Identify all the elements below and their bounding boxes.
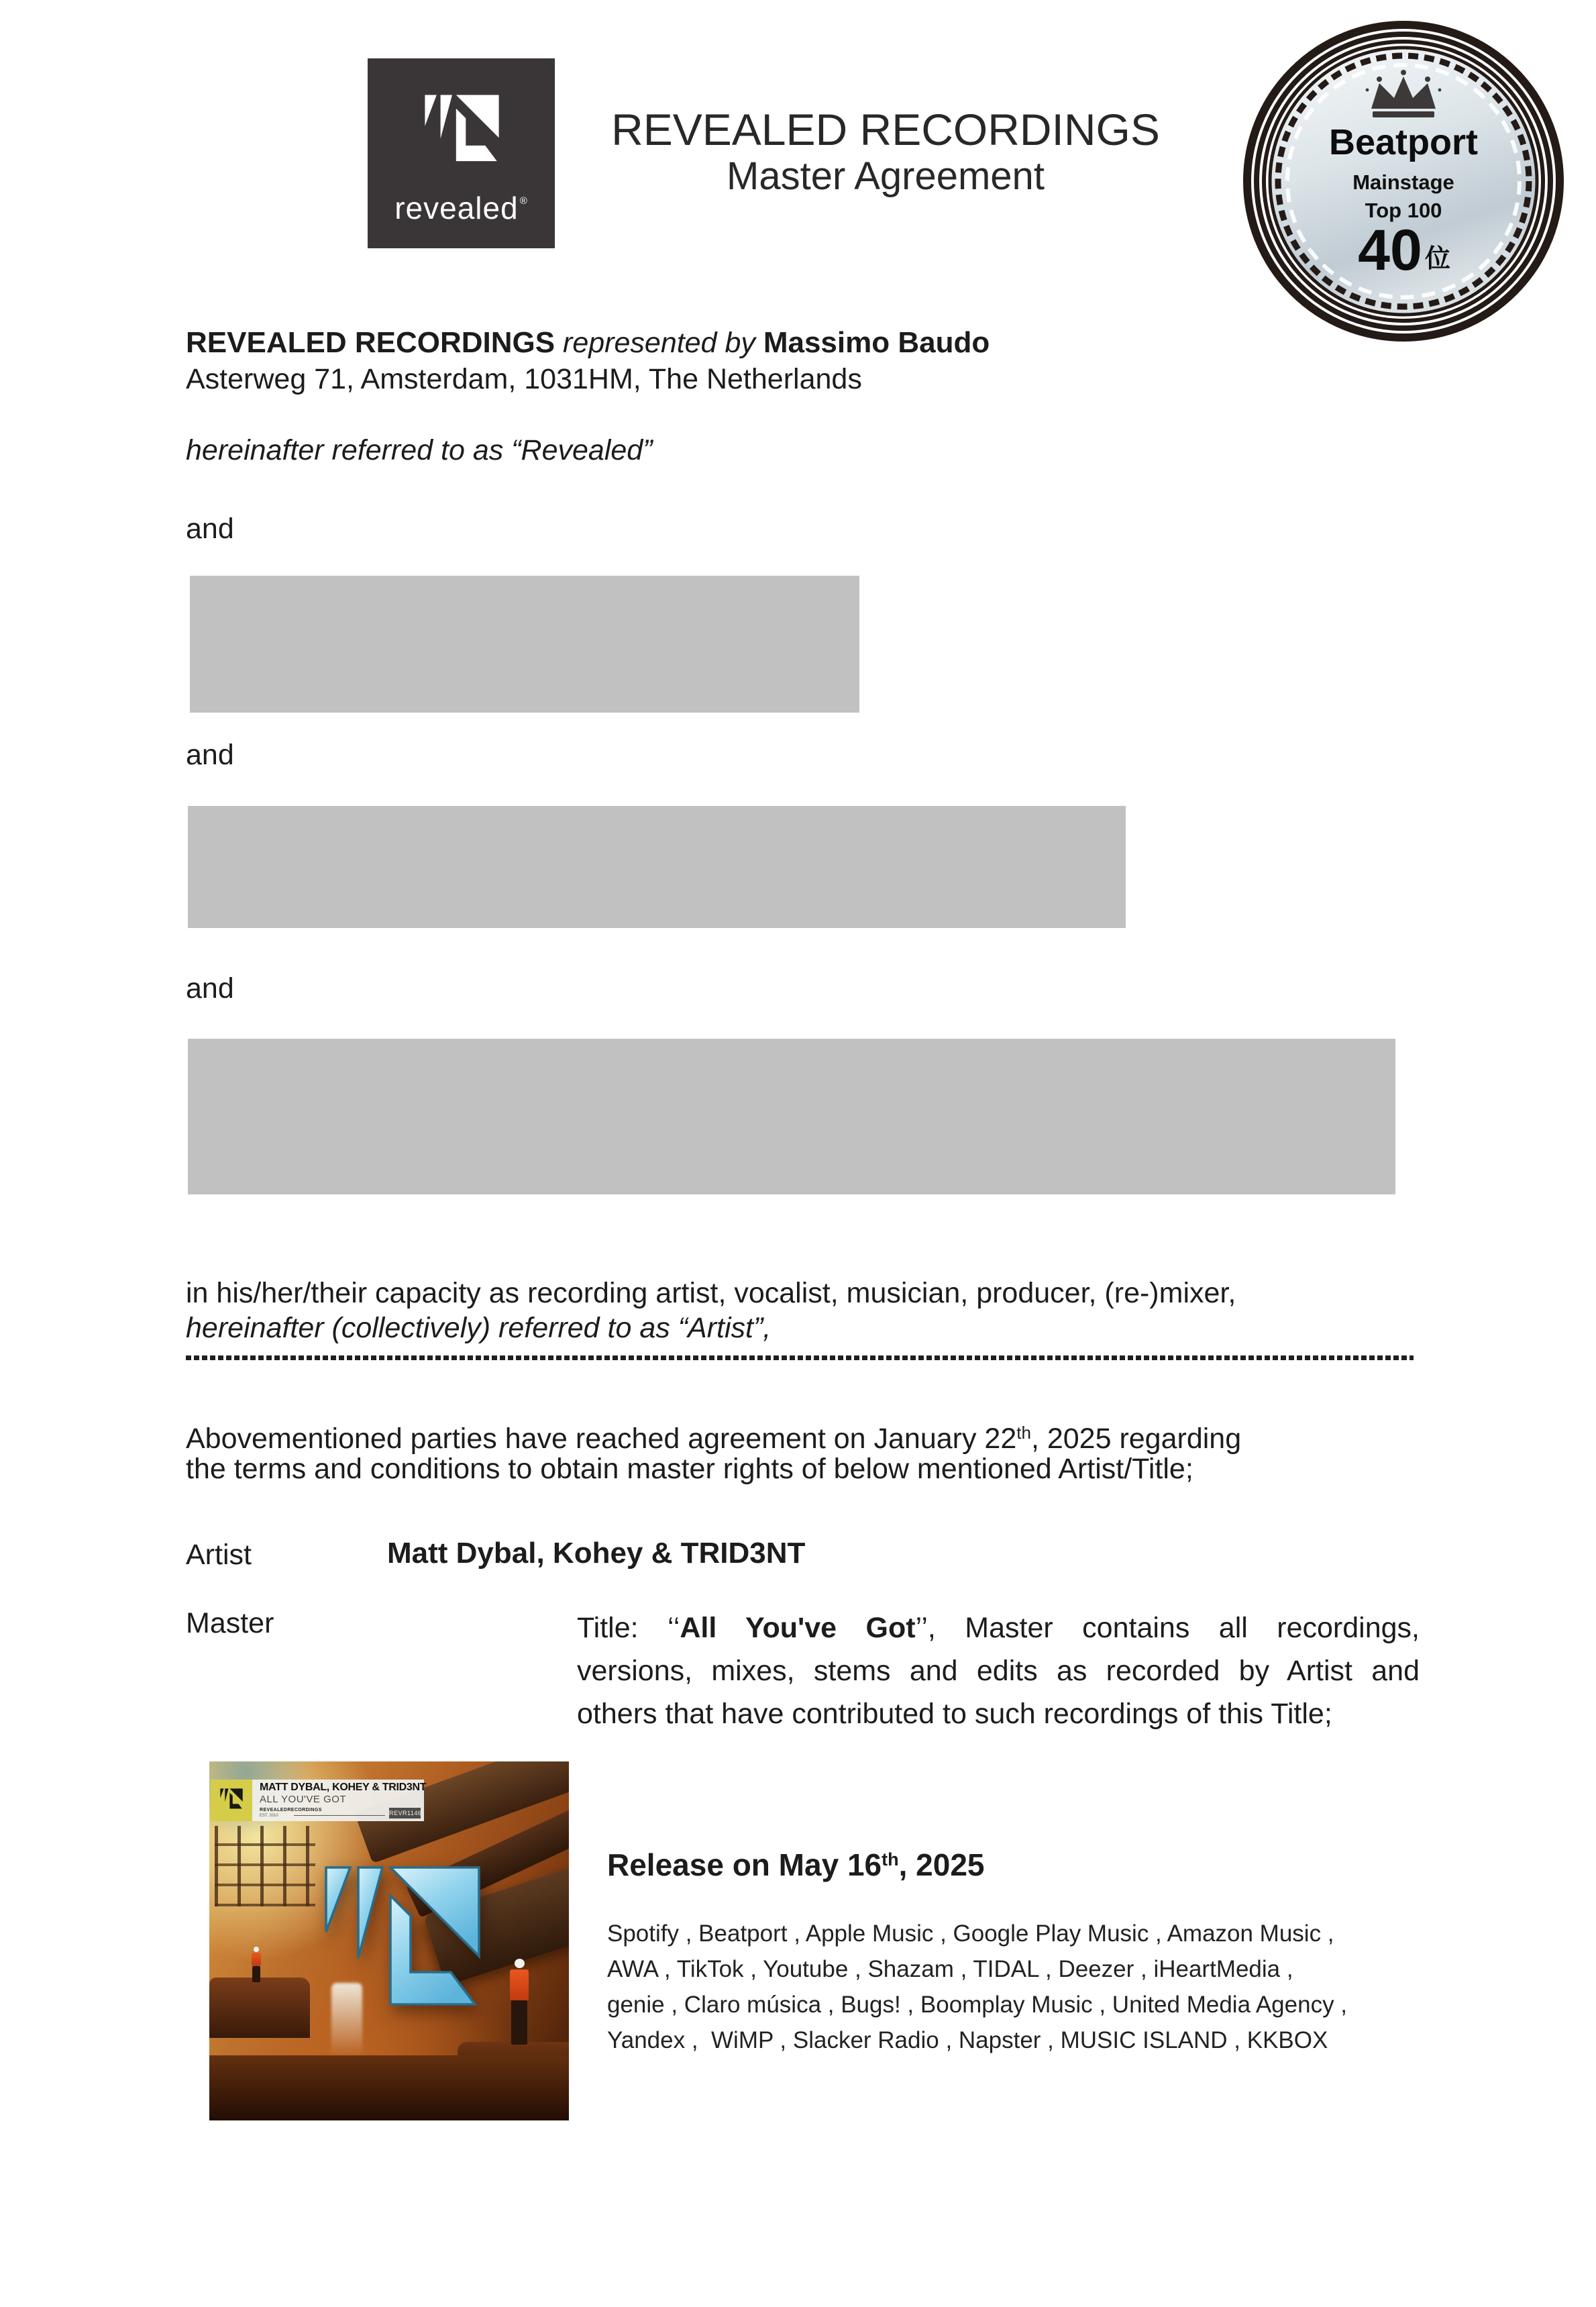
master-title-paragraph xyxy=(577,1606,1420,1735)
agreement-line1 xyxy=(186,1416,1241,1455)
artwork-worker-left xyxy=(252,1947,261,1983)
artwork-revealed-logo xyxy=(302,1847,503,2049)
representative-name: Massimo Baudo xyxy=(763,326,990,359)
platform-line-3: genie , Claro música , Bugs! , Boomplay Music , United Media Agency , xyxy=(607,1992,1348,2018)
release-heading-text: Release on May 16 xyxy=(607,1847,882,1882)
release-heading-tail: , 2025 xyxy=(898,1847,985,1882)
and-word-3: and xyxy=(186,972,234,1005)
badge-line1: Mainstage xyxy=(1352,170,1454,194)
artwork-artists: MATT DYBAL, KOHEY & TRID3NT xyxy=(260,1782,427,1793)
agreement-line1-text: Abovementioned parties have reached agreement on January 22 xyxy=(186,1423,1017,1455)
badge-rank-number: 40 xyxy=(1358,218,1422,283)
title-prefix: Title: ‘‘ xyxy=(577,1612,680,1644)
agreement-date-ordinal: th xyxy=(1016,1423,1031,1443)
and-word-2: and xyxy=(186,739,234,771)
artwork-terrain xyxy=(209,2055,569,2120)
dashed-separator xyxy=(186,1355,1414,1360)
master-title-line3: others that have contributed to such recordings of this Title; xyxy=(577,1698,1332,1730)
registered-mark: ® xyxy=(519,195,528,207)
redacted-party-block-3 xyxy=(188,1039,1395,1194)
label-name: REVEALED RECORDINGS xyxy=(186,326,555,359)
agreement-line2: the terms and conditions to obtain master rights of below mentioned Artist/Title; xyxy=(186,1453,1193,1485)
artwork-title: ALL YOU'VE GOT xyxy=(260,1794,347,1805)
capacity-line1: in his/her/their capacity as recording artist, vocalist, musician, producer, (re-)mixer, xyxy=(186,1277,1236,1309)
badge-rank-suffix: 位 xyxy=(1425,244,1451,273)
artist-value: Matt Dybal, Kohey & TRID3NT xyxy=(387,1537,806,1570)
artwork-banner-rule xyxy=(294,1815,385,1816)
artwork-label-est: EST. 2010 xyxy=(260,1814,278,1818)
capacity-line2: hereinafter (collectively) referred to as “Artist”, xyxy=(186,1312,772,1344)
release-date-ordinal: th xyxy=(882,1849,899,1869)
platform-line-2: AWA , TikTok , Youtube , Shazam , TIDAL , Deezer , iHeartMedia , xyxy=(607,1956,1293,1982)
artwork-catalog-number: REVR1146 xyxy=(389,1808,421,1818)
artwork-banner-logo-square xyxy=(211,1780,252,1821)
revealed-wordmark: revealed ® xyxy=(394,191,528,225)
label-address: Asterweg 71, Amsterdam, 1031HM, The Netherlands xyxy=(186,363,862,395)
artwork-banner xyxy=(252,1780,427,1821)
document-title-line1: REVEALED RECORDINGS xyxy=(611,105,1160,154)
artwork-left-ledge xyxy=(209,1978,310,2038)
represented-by-text: represented by xyxy=(555,327,763,359)
redacted-party-block-1 xyxy=(190,576,859,713)
track-title: All You've Got xyxy=(680,1612,916,1644)
label-representative-line xyxy=(186,326,990,360)
platform-line-1: Spotify , Beatport , Apple Music , Google Play Music , Amazon Music , xyxy=(607,1920,1334,1947)
artwork-label-name: REVEALEDRECORDINGS xyxy=(260,1808,322,1812)
document-title xyxy=(590,105,1181,199)
album-artwork xyxy=(209,1761,569,2120)
agreement-line1-tail: , 2025 regarding xyxy=(1030,1423,1242,1455)
and-word-1: and xyxy=(186,513,234,545)
release-heading xyxy=(607,1847,985,1883)
badge-line2: Top 100 xyxy=(1365,199,1442,222)
artwork-banner-logo-icon xyxy=(217,1786,246,1815)
platform-list xyxy=(607,1916,1347,2058)
master-title-line1 xyxy=(577,1606,1420,1649)
artwork-worker-right xyxy=(510,1959,529,2047)
document-title-line2: Master Agreement xyxy=(727,154,1045,198)
revealed-logo-icon xyxy=(413,85,511,183)
revealed-logo-square xyxy=(368,58,555,248)
beatport-rank-badge xyxy=(1242,20,1564,342)
artist-label: Artist xyxy=(186,1539,252,1571)
master-label: Master xyxy=(186,1607,274,1639)
platform-line-4: Yandex , WiMP , Slacker Radio , Napster , MUSIC ISLAND , KKBOX xyxy=(607,2027,1328,2053)
badge-brand: Beatport xyxy=(1328,122,1479,162)
artwork-scaffold-structure xyxy=(215,1826,315,1906)
title-suffix: ’’, Master contains all recordings, xyxy=(915,1612,1420,1644)
master-title-line2: versions, mixes, stems and edits as recorded by Artist and xyxy=(577,1655,1420,1687)
revealed-alias-line: hereinafter referred to as “Revealed” xyxy=(186,434,653,466)
redacted-party-block-2 xyxy=(188,806,1126,928)
